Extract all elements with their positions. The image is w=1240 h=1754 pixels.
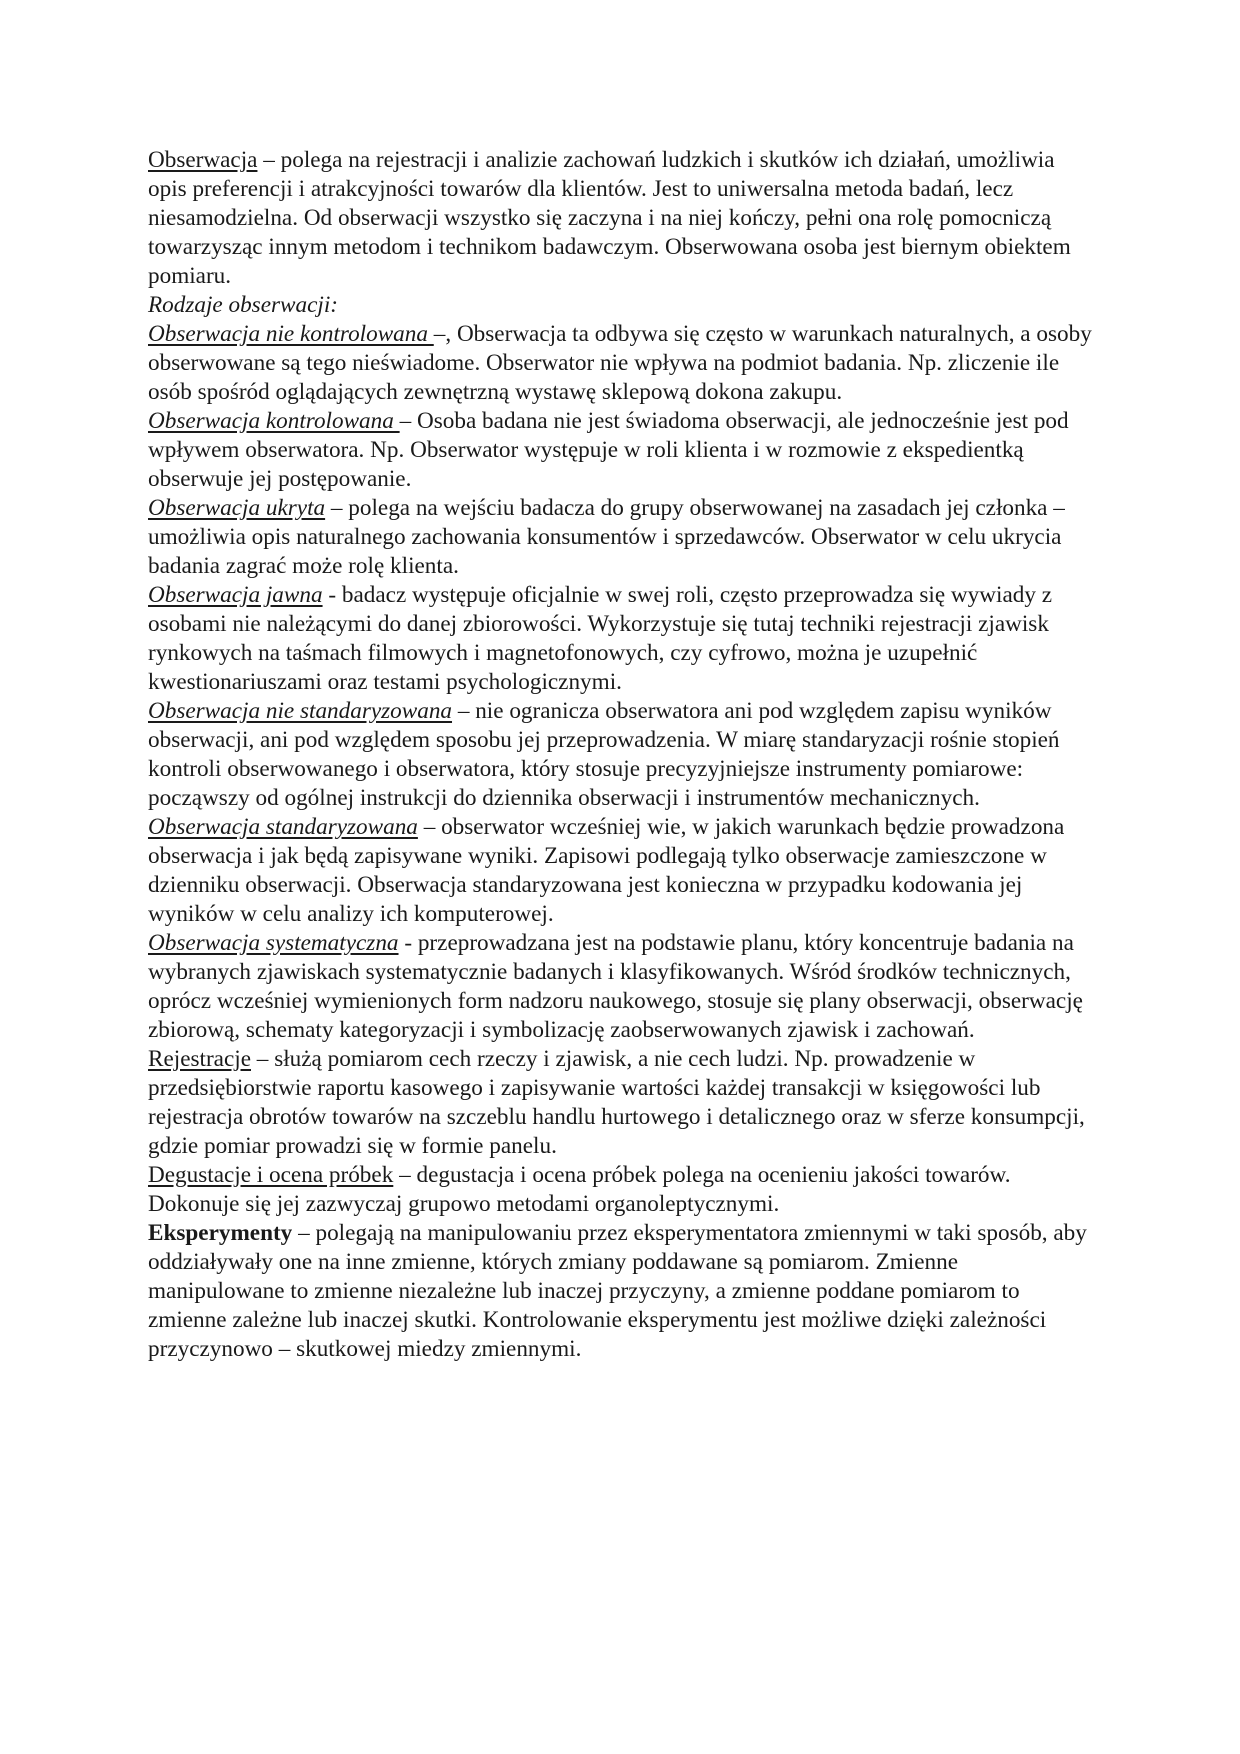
paragraph-text: – polegają na manipulowaniu przez eksperymentatora zmiennymi w taki sposób, aby oddziaływały one na inne zmienne, których zmiany poddawane są pomiarom. Zmienne manipulowane to zmienne niezależne lub inaczej przyczyny, a zmienne poddane pomiarom to zmienne zależne lub inaczej skutki. Kontrolowanie eksperymentu jest możliwe dzięki zależności przyczynowo – skutkowej miedzy zmiennymi. [148,1220,1087,1362]
term-obserwacja: Obserwacja [148,147,258,173]
term-jawna: Obserwacja jawna [148,582,323,608]
paragraph-text: – nie ogranicza obserwatora ani pod względem zapisu wyników obserwacji, ani pod względem sposobu jej przeprowadzenia. W miarę standaryzacji rośnie stopień kontroli obserwowanego i obserwatora, który stosuje precyzyjniejsze instrumenty pomiarowe: począwszy od ogólnej instrukcji do dziennika obserwacji i instrumentów mechanicznych. [148,698,1060,811]
term-rejestracje: Rejestracje [148,1046,251,1072]
heading-rodzaje-obserwacji: Rodzaje obserwacji: [148,292,338,318]
paragraph-text: – obserwator wcześniej wie, w jakich warunkach będzie prowadzona obserwacja i jak będą zapisywane wyniki. Zapisowi podlegają tylko obserwacje zamieszczone w dzienniku obserwacji. Obserwacja standaryzowana jest konieczna w przypadku kodowania jej wyników w celu analizy ich komputerowej. [148,814,1065,927]
term-ukryta: Obserwacja ukryta [148,495,326,521]
paragraph-eksperymenty [148,1219,1098,1364]
paragraph-text: – degustacja i ocena próbek polega na ocenieniu jakości towarów. Dokonuje się jej zazwyczaj grupowo metodami organoleptycznymi. [148,1162,1011,1217]
term-degustacje: Degustacje i ocena próbek [148,1162,394,1188]
paragraph-text: - przeprowadzana jest na podstawie planu, który koncentruje badania na wybranych zjawiskach systematycznie badanych i klasyfikowanych. Wśród środków technicznych, oprócz wcześniej wymienionych form nadzoru naukowego, stosuje się plany obserwacji, obserwację zbiorową, schematy kategoryzacji i symbolizację zaobserwowanych zjawisk i zachowań. [148,930,1083,1043]
paragraph-degustacje [148,1161,1098,1219]
paragraph-nie-standaryzowana [148,697,1098,813]
paragraph-text: – Osoba badana nie jest świadoma obserwacji, ale jednocześnie jest pod wpływem obserwatora. Np. Obserwator występuje w roli klienta i w rozmowie z ekspedientką obserwuje jej postępowanie. [148,408,1069,492]
term-nie-standaryzowana: Obserwacja nie standaryzowana [148,698,453,724]
paragraph-ukryta [148,494,1098,581]
paragraph-systematyczna [148,929,1098,1045]
section-heading-rodzaje [148,291,1098,320]
paragraph-rejestracje [148,1045,1098,1161]
paragraph-nie-kontrolowana [148,320,1098,407]
document-body [148,146,1098,1364]
paragraph-text: – polega na rejestracji i analizie zachowań ludzkich i skutków ich działań, umożliwia opis preferencji i atrakcyjności towarów dla klientów. Jest to uniwersalna metoda badań, lecz niesamodzielna. Od obserwacji wszystko się zaczyna i na niej kończy, pełni ona rolę pomocniczą towarzysząc innym metodom i technikom badawczym. Obserwowana osoba jest biernym obiektem pomiaru. [148,147,1071,289]
paragraph-obserwacja [148,146,1098,291]
paragraph-jawna [148,581,1098,697]
term-eksperymenty: Eksperymenty [148,1220,293,1246]
paragraph-kontrolowana [148,407,1098,494]
term-systematyczna: Obserwacja systematyczna [148,930,399,956]
term-nie-kontrolowana: Obserwacja nie kontrolowana [148,321,434,347]
term-kontrolowana: Obserwacja kontrolowana [148,408,400,434]
paragraph-text: - badacz występuje oficjalnie w swej roli, często przeprowadza się wywiady z osobami nie należącymi do danej zbiorowości. Wykorzystuje się tutaj techniki rejestracji zjawisk rynkowych na taśmach filmowych i magnetofonowych, czy cyfrowo, można je uzupełnić kwestionariuszami oraz testami psychologicznymi. [148,582,1053,695]
paragraph-text: – służą pomiarom cech rzeczy i zjawisk, a nie cech ludzi. Np. prowadzenie w przedsiębiorstwie raportu kasowego i zapisywanie wartości każdej transakcji w księgowości lub rejestracja obrotów towarów na szczeblu handlu hurtowego i detalicznego oraz w sferze konsumpcji, gdzie pomiar prowadzi się w formie panelu. [148,1046,1085,1159]
term-standaryzowana: Obserwacja standaryzowana [148,814,418,840]
paragraph-text: – polega na wejściu badacza do grupy obserwowanej na zasadach jej członka – umożliwia opis naturalnego zachowania konsumentów i sprzedawców. Obserwator w celu ukrycia badania zagrać może rolę klienta. [148,495,1065,579]
paragraph-text: –, Obserwacja ta odbywa się często w warunkach naturalnych, a osoby obserwowane są tego nieświadome. Obserwator nie wpływa na podmiot badania. Np. zliczenie ile osób spośród oglądających zewnętrzną wystawę sklepową dokona zakupu. [148,321,1092,405]
paragraph-standaryzowana [148,813,1098,929]
